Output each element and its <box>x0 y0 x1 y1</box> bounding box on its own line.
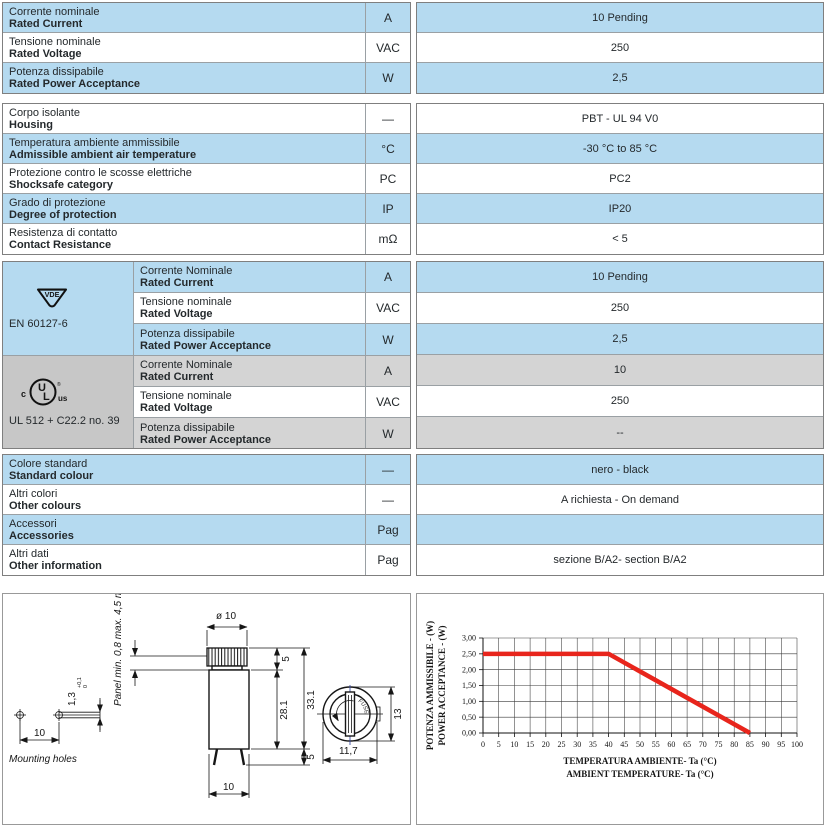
svg-text:U: U <box>38 382 46 394</box>
label-italian: Potenza dissipabile <box>9 66 104 78</box>
svg-text:80: 80 <box>730 740 739 749</box>
spec-value-rated-voltage: 250 <box>417 33 823 63</box>
svg-text:90: 90 <box>761 740 770 749</box>
svg-text:85: 85 <box>745 740 754 749</box>
body-height-dimension: 28.1 <box>279 700 290 720</box>
spec-row-contact-resistance <box>3 224 410 254</box>
certification-standard: UL 512 + C22.2 no. 39 <box>9 415 120 427</box>
label-english: Other colours <box>9 499 82 512</box>
spec-value-rated-power-acceptance: 2,5 <box>417 63 823 93</box>
label-english: Rated Voltage <box>9 47 82 60</box>
spec-value-rated-power-acceptance: 2,5 <box>417 324 823 355</box>
svg-text:50: 50 <box>636 740 644 749</box>
label-italian: Corpo isolante <box>9 106 80 119</box>
label-italian: Tensione nominale <box>140 296 232 308</box>
unit-cell: A <box>365 262 410 292</box>
spec-label <box>3 194 365 223</box>
diameter-dimension: ø 10 <box>216 611 237 622</box>
label-italian: Temperatura ambiente ammissibile <box>9 136 180 149</box>
label-italian: Colore standard <box>9 457 88 470</box>
spec-value-standard-colour: nero - black <box>417 455 823 485</box>
label-italian: Grado di protezione <box>9 196 106 209</box>
spec-value-rated-current: 10 Pending <box>417 262 823 293</box>
svg-text:c: c <box>21 389 27 399</box>
unit-cell: PC <box>365 164 410 193</box>
certification-logo-cell <box>3 262 134 355</box>
mounting-holes-label: Mounting holes <box>9 754 77 765</box>
svg-text:70: 70 <box>698 740 707 749</box>
unit-cell: IP <box>365 194 410 223</box>
unit-cell: A <box>365 356 410 386</box>
spec-value-shocksafe-category: PC2 <box>417 164 823 194</box>
unit-cell: — <box>365 485 410 514</box>
physical-table <box>2 103 411 255</box>
physical-section <box>2 103 824 255</box>
spec-label <box>3 33 365 62</box>
spec-row-housing <box>3 104 410 134</box>
spec-row-degree-of-protection <box>3 194 410 224</box>
label-italian: Corrente nominale <box>9 5 100 18</box>
front-view-drawing <box>317 685 404 764</box>
svg-text:15: 15 <box>526 740 535 749</box>
certification-rows <box>134 262 410 355</box>
x-axis-title-italian: TEMPERATURA AMBIENTE- Ta (°C) <box>563 756 717 766</box>
svg-text:10: 10 <box>510 740 519 749</box>
svg-text:30: 30 <box>573 740 582 749</box>
certification-group-ul-512-c22-2-no-39 <box>3 355 410 448</box>
svg-text:5: 5 <box>496 740 501 749</box>
spec-row-rated-current <box>3 3 410 33</box>
spec-row-accessories <box>3 515 410 545</box>
svg-text:55: 55 <box>651 740 660 749</box>
label-english: Rated Voltage <box>140 402 213 414</box>
svg-text:1,50: 1,50 <box>462 681 476 691</box>
unit-cell: VAC <box>365 33 410 62</box>
spec-value-degree-of-protection: IP20 <box>417 194 823 224</box>
label-english: Rated Voltage <box>140 308 213 320</box>
label-english: Housing <box>9 118 53 131</box>
ordering-table <box>2 454 411 576</box>
slot-dimension: 1,3 <box>67 692 78 706</box>
spec-row-rated-voltage <box>134 387 410 418</box>
label-italian: Altri dati <box>9 548 49 560</box>
mounting-holes-drawing <box>9 677 100 765</box>
spec-value-admissible-ambient-air-temperature: -30 °C to 85 °C <box>417 134 823 164</box>
spec-row-rated-power-acceptance <box>134 418 410 448</box>
unit-cell: W <box>365 418 410 448</box>
spec-label <box>3 104 365 133</box>
spec-label <box>3 545 365 575</box>
label-english: Admissible ambient air temperature <box>9 148 197 161</box>
spec-value-rated-power-acceptance: -- <box>417 417 823 448</box>
unit-cell: Pag <box>365 515 410 544</box>
certifications-table <box>2 261 411 449</box>
spec-row-rated-current <box>134 262 410 293</box>
panel-note-text: Panel min. 0,8 max. 4,5 mm. <box>113 594 124 706</box>
spec-label <box>134 324 365 355</box>
spec-label <box>3 224 365 254</box>
svg-text:65: 65 <box>683 740 692 749</box>
label-english: Shocksafe category <box>9 178 113 191</box>
svg-text:0: 0 <box>481 740 485 749</box>
svg-text:L: L <box>43 391 50 403</box>
certification-standard: EN 60127-6 <box>9 318 68 330</box>
spec-value-contact-resistance: < 5 <box>417 224 823 254</box>
spec-label <box>3 164 365 193</box>
unit-cell: A <box>365 3 410 32</box>
label-english: Other information <box>9 560 102 572</box>
label-italian: Corrente Nominale <box>140 359 233 371</box>
label-english: Rated Power Acceptance <box>9 78 141 90</box>
ordering-values <box>416 454 824 576</box>
svg-text:1,00: 1,00 <box>462 697 476 707</box>
spec-label <box>134 262 365 292</box>
svg-text:®: ® <box>57 382 61 388</box>
spec-row-shocksafe-category <box>3 164 410 194</box>
spec-row-rated-voltage <box>3 33 410 63</box>
label-english: Rated Current <box>9 17 83 30</box>
svg-text:95: 95 <box>777 740 786 749</box>
certifications-values <box>416 261 824 449</box>
unit-cell: — <box>365 455 410 484</box>
label-italian: Tensione nominale <box>140 390 232 402</box>
svg-text:75: 75 <box>714 740 723 749</box>
label-english: Rated Current <box>140 371 214 383</box>
spec-value-rated-current: 10 <box>417 355 823 386</box>
pin-length-dimension: 5 <box>306 754 317 760</box>
derating-chart-panel <box>416 593 824 825</box>
spec-label <box>3 515 365 544</box>
front-width-dimension: 11,7 <box>339 746 358 757</box>
label-italian: Altri colori <box>9 487 58 500</box>
bottom-section <box>2 593 824 825</box>
spec-row-other-information <box>3 545 410 575</box>
panel-note <box>113 594 209 706</box>
x-axis-title-english: AMBIENT TEMPERATURE- Ta (°C) <box>566 769 714 779</box>
mounting-pitch-dimension: 10 <box>34 728 46 739</box>
label-english: Rated Current <box>140 277 214 289</box>
spec-label <box>3 485 365 514</box>
spec-label <box>134 356 365 386</box>
svg-text:40: 40 <box>604 740 613 749</box>
label-english: Degree of protection <box>9 208 117 221</box>
certification-logo-cell <box>3 355 134 448</box>
svg-text:25: 25 <box>557 740 566 749</box>
spec-row-other-colours <box>3 485 410 515</box>
unit-cell: W <box>365 63 410 93</box>
unit-cell: °C <box>365 134 410 163</box>
physical-values <box>416 103 824 255</box>
svg-text:VDE: VDE <box>44 289 60 299</box>
unit-cell: — <box>365 104 410 133</box>
spec-row-rated-current <box>134 356 410 387</box>
label-italian: Protezione contro le scosse elettriche <box>9 166 192 179</box>
label-english: Standard colour <box>9 469 94 482</box>
unit-cell: VAC <box>365 293 410 323</box>
spec-value-rated-voltage: 250 <box>417 293 823 324</box>
ratings-section <box>2 2 824 94</box>
technical-drawing <box>3 594 410 824</box>
spec-row-rated-power-acceptance <box>3 63 410 93</box>
label-italian: Corrente Nominale <box>140 265 233 277</box>
spec-value-rated-voltage: 250 <box>417 386 823 417</box>
spec-label <box>134 387 365 417</box>
svg-text:0,00: 0,00 <box>462 728 476 738</box>
derating-chart <box>417 594 823 824</box>
spec-value-accessories <box>417 515 823 545</box>
cap-height-dimension: 5 <box>281 656 292 662</box>
fuse-label: FUSE <box>356 698 369 715</box>
slot-tolerance-minus: 0 <box>83 684 89 688</box>
svg-text:20: 20 <box>541 740 550 749</box>
svg-text:2,50: 2,50 <box>462 649 476 659</box>
label-italian: Resistenza di contatto <box>9 227 118 239</box>
label-english: Rated Power Acceptance <box>140 433 272 446</box>
unit-cell: Pag <box>365 545 410 575</box>
y-axis-title-italian: POTENZA AMMISSIBILE - (W) <box>425 620 435 751</box>
spec-value-other-information: sezione B/A2- section B/A2 <box>417 545 823 575</box>
svg-text:100: 100 <box>791 740 803 749</box>
label-english: Rated Power Acceptance <box>140 339 272 352</box>
label-italian: Potenza dissipabile <box>140 421 235 434</box>
ul-logo-icon <box>17 377 129 412</box>
spec-value-rated-current: 10 Pending <box>417 3 823 33</box>
svg-text:us: us <box>58 394 68 403</box>
spec-label <box>134 293 365 323</box>
unit-cell: W <box>365 324 410 355</box>
ordering-section <box>2 454 824 576</box>
ratings-table <box>2 2 411 94</box>
spec-label <box>3 63 365 93</box>
unit-cell: VAC <box>365 387 410 417</box>
body-width-dimension: 10 <box>223 782 235 793</box>
spec-row-rated-power-acceptance <box>134 324 410 355</box>
certification-group-en-60127-6 <box>3 262 410 355</box>
unit-cell: mΩ <box>365 224 410 254</box>
svg-text:45: 45 <box>620 740 629 749</box>
label-english: Contact Resistance <box>9 239 112 251</box>
spec-value-housing: PBT - UL 94 V0 <box>417 104 823 134</box>
front-height-dimension: 13 <box>393 708 404 720</box>
slot-tolerance-plus: +0,1 <box>77 677 83 688</box>
spec-label <box>134 418 365 448</box>
svg-text:2,00: 2,00 <box>462 665 476 675</box>
certifications-section <box>2 261 824 449</box>
spec-label <box>3 455 365 484</box>
label-english: Accessories <box>9 529 74 542</box>
spec-label <box>3 134 365 163</box>
spec-value-other-colours: A richiesta - On demand <box>417 485 823 515</box>
svg-text:60: 60 <box>667 740 676 749</box>
spec-label <box>3 3 365 32</box>
series-power-acceptance-derating <box>483 654 750 733</box>
total-height-dimension: 33.1 <box>306 690 317 710</box>
svg-text:3,00: 3,00 <box>462 633 476 643</box>
technical-drawing-panel <box>2 593 411 825</box>
vde-logo-icon <box>35 287 129 315</box>
ratings-values <box>416 2 824 94</box>
label-italian: Accessori <box>9 517 57 530</box>
svg-text:35: 35 <box>588 740 597 749</box>
spec-row-standard-colour <box>3 455 410 485</box>
certification-rows <box>134 355 410 448</box>
label-italian: Potenza dissipabile <box>140 327 235 340</box>
y-axis-title-english: POWER ACCEPTANCE - (W) <box>437 625 447 746</box>
svg-text:0,50: 0,50 <box>462 712 476 722</box>
label-italian: Tensione nominale <box>9 35 101 48</box>
spec-row-rated-voltage <box>134 293 410 324</box>
side-view-drawing <box>207 611 317 798</box>
spec-row-admissible-ambient-air-temperature <box>3 134 410 164</box>
